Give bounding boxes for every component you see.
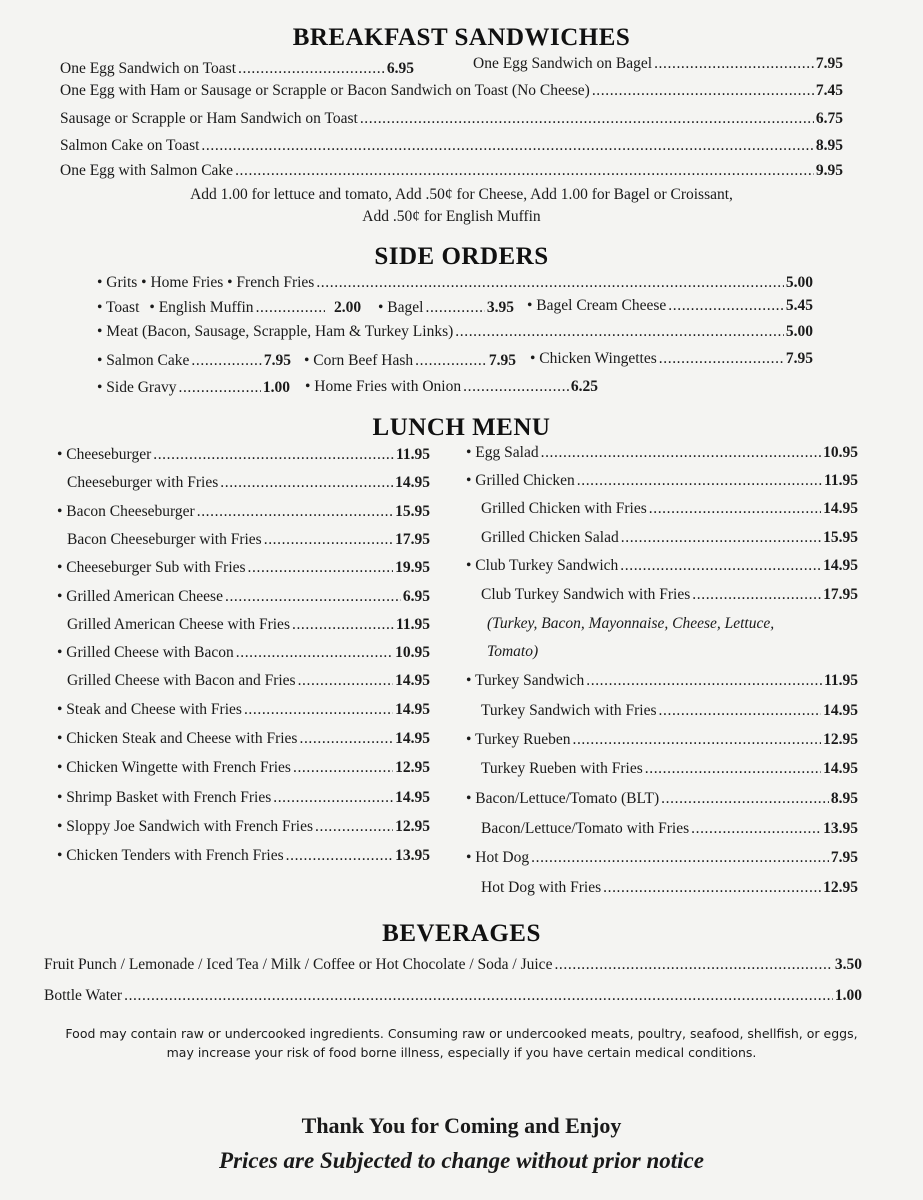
price-change-notice: Prices are Subjected to change without prior notice bbox=[219, 1148, 704, 1173]
leader-dots bbox=[531, 849, 829, 867]
item-price: 8.95 bbox=[815, 137, 843, 154]
item-price: 7.95 bbox=[488, 352, 516, 369]
item-price: 12.95 bbox=[823, 879, 858, 896]
item-name: • Bagel bbox=[378, 299, 424, 316]
item-name: One Egg Sandwich on Toast bbox=[60, 60, 236, 77]
item-name: Grilled Chicken Salad bbox=[481, 529, 619, 546]
leader-dots bbox=[197, 503, 393, 521]
disclaimer-line: Food may contain raw or undercooked ingredients. Consuming raw or undercooked meats, poultry, seafood, shellfish, or eggs, bbox=[65, 1026, 858, 1041]
leader-dots bbox=[201, 137, 813, 155]
item-price: 6.25 bbox=[570, 378, 598, 395]
lunch-item bbox=[481, 586, 858, 604]
item-price: 11.95 bbox=[395, 616, 430, 633]
item-name: • Grits • Home Fries • French Fries bbox=[97, 274, 315, 291]
breakfast-item bbox=[60, 60, 414, 78]
item-price: 3.50 bbox=[834, 956, 862, 973]
item-price: 8.95 bbox=[830, 790, 858, 807]
item-name: Fruit Punch / Lemonade / Iced Tea / Milk / Coffee or Hot Chocolate / Soda / Juice bbox=[44, 956, 553, 973]
item-name: • Grilled Chicken bbox=[466, 472, 575, 489]
item-price: 10.95 bbox=[823, 444, 858, 461]
leader-dots bbox=[315, 818, 393, 836]
leader-dots bbox=[541, 444, 822, 462]
item-price: 11.95 bbox=[395, 446, 430, 463]
item-name: Turkey Rueben with Fries bbox=[481, 760, 643, 777]
item-name: Grilled Chicken with Fries bbox=[481, 500, 647, 517]
item-price: 10.95 bbox=[395, 644, 430, 661]
lunch-item bbox=[466, 731, 858, 749]
item-name: • Turkey Sandwich bbox=[466, 672, 585, 689]
item-name: One Egg with Ham or Sausage or Scrapple or Bacon Sandwich on Toast (No Cheese) bbox=[60, 82, 590, 99]
leader-dots bbox=[256, 299, 325, 317]
item-name: Cheeseburger with Fries bbox=[67, 474, 219, 491]
leader-dots bbox=[691, 820, 821, 838]
lunch-item bbox=[67, 616, 430, 634]
item-name: Turkey Sandwich with Fries bbox=[481, 702, 657, 719]
item-price: 5.00 bbox=[785, 274, 813, 291]
leader-dots bbox=[586, 672, 822, 690]
leader-dots bbox=[124, 987, 833, 1005]
item-price: 11.95 bbox=[823, 672, 858, 689]
leader-dots bbox=[659, 702, 822, 720]
breakfast-item bbox=[60, 162, 843, 180]
disclaimer-line: may increase your risk of food borne illness, especially if you have certain medical conditions. bbox=[166, 1045, 757, 1060]
item-name: • Chicken Tenders with French Fries bbox=[57, 847, 284, 864]
item-name: Club Turkey Sandwich with Fries bbox=[481, 586, 691, 603]
beverage-item bbox=[44, 987, 862, 1005]
item-price: 17.95 bbox=[823, 586, 858, 603]
item-name: • Shrimp Basket with French Fries bbox=[57, 789, 272, 806]
side-item bbox=[530, 350, 813, 368]
item-price: 5.00 bbox=[785, 323, 813, 340]
item-name: • Bacon Cheeseburger bbox=[57, 503, 195, 520]
leader-dots bbox=[264, 531, 393, 549]
item-name: • Chicken Steak and Cheese with Fries bbox=[57, 730, 298, 747]
item-name: • Corn Beef Hash bbox=[304, 352, 414, 369]
item-price: 19.95 bbox=[395, 559, 430, 576]
item-price: 7.95 bbox=[785, 350, 813, 367]
leader-dots bbox=[360, 110, 814, 128]
item-name: • Egg Salad bbox=[466, 444, 539, 461]
lunch-item bbox=[57, 701, 430, 719]
item-price: 7.95 bbox=[830, 849, 858, 866]
item-name: • Chicken Wingette with French Fries bbox=[57, 759, 291, 776]
item-price: 7.45 bbox=[815, 82, 843, 99]
leader-dots bbox=[692, 586, 821, 604]
item-price: 9.95 bbox=[815, 162, 843, 179]
breakfast-item bbox=[60, 137, 843, 155]
lunch-item bbox=[57, 730, 430, 748]
item-name: • Bacon/Lettuce/Tomato (BLT) bbox=[466, 790, 660, 807]
item-name: Hot Dog with Fries bbox=[481, 879, 602, 896]
leader-dots bbox=[220, 474, 393, 492]
leader-dots bbox=[649, 500, 821, 518]
leader-dots bbox=[298, 672, 394, 690]
item-name: • Cheeseburger Sub with Fries bbox=[57, 559, 246, 576]
leader-dots bbox=[286, 847, 394, 865]
leader-dots bbox=[316, 274, 784, 292]
lunch-item bbox=[57, 644, 430, 662]
item-name: • Hot Dog bbox=[466, 849, 530, 866]
lunch-item bbox=[481, 529, 858, 547]
leader-dots bbox=[668, 297, 784, 315]
sides-title: SIDE ORDERS bbox=[374, 243, 549, 270]
leader-dots bbox=[592, 82, 814, 100]
item-price: 2.00 bbox=[334, 299, 362, 316]
leader-dots bbox=[554, 956, 832, 974]
lunch-item bbox=[466, 472, 858, 490]
lunch-item bbox=[466, 444, 858, 462]
item-price: 14.95 bbox=[823, 760, 858, 777]
lunch-item bbox=[481, 702, 858, 720]
item-name: • Cheeseburger bbox=[57, 446, 152, 463]
leader-dots bbox=[620, 557, 821, 575]
item-name: Sausage or Scrapple or Ham Sandwich on Toast bbox=[60, 110, 358, 127]
item-name: Bottle Water bbox=[44, 987, 123, 1004]
lunch-item bbox=[481, 760, 858, 778]
club-turkey-note: (Turkey, Bacon, Mayonnaise, Cheese, Lettuce, bbox=[487, 615, 775, 632]
leader-dots bbox=[577, 472, 822, 490]
item-name: • Club Turkey Sandwich bbox=[466, 557, 619, 574]
item-name: Bacon Cheeseburger with Fries bbox=[67, 531, 262, 548]
lunch-item bbox=[481, 879, 858, 897]
item-name: • Side Gravy bbox=[97, 379, 177, 396]
item-price: 6.75 bbox=[815, 110, 843, 127]
item-price: 14.95 bbox=[395, 730, 430, 747]
food-disclaimer bbox=[30, 1024, 893, 1062]
item-name: • Salmon Cake bbox=[97, 352, 190, 369]
item-price: 13.95 bbox=[395, 847, 430, 864]
item-price: 7.95 bbox=[263, 352, 291, 369]
lunch-item bbox=[57, 446, 430, 464]
side-item bbox=[304, 352, 516, 370]
leader-dots bbox=[659, 350, 784, 368]
side-item bbox=[97, 323, 813, 341]
beverage-item bbox=[44, 956, 862, 974]
item-name: • Grilled American Cheese bbox=[57, 588, 223, 605]
item-price: 14.95 bbox=[823, 500, 858, 517]
lunch-item bbox=[57, 818, 430, 836]
item-name: • Turkey Rueben bbox=[466, 731, 571, 748]
item-name: • Sloppy Joe Sandwich with French Fries bbox=[57, 818, 313, 835]
item-name: One Egg Sandwich on Bagel bbox=[473, 55, 653, 72]
leader-dots bbox=[153, 446, 394, 464]
side-item bbox=[97, 352, 291, 370]
side-item bbox=[97, 299, 327, 317]
lunch-item bbox=[57, 588, 430, 606]
item-price: 14.95 bbox=[823, 702, 858, 719]
item-price: 14.95 bbox=[395, 701, 430, 718]
leader-dots bbox=[572, 731, 821, 749]
leader-dots bbox=[248, 559, 394, 577]
item-name: • Toast bbox=[97, 299, 140, 316]
item-name: • Bagel Cream Cheese bbox=[527, 297, 667, 314]
side-item bbox=[378, 299, 514, 317]
item-price: 15.95 bbox=[395, 503, 430, 520]
leader-dots bbox=[654, 55, 814, 73]
side-item bbox=[527, 297, 813, 315]
leader-dots bbox=[238, 60, 385, 78]
leader-dots bbox=[225, 588, 401, 606]
item-name: Salmon Cake on Toast bbox=[60, 137, 200, 154]
item-price: 14.95 bbox=[395, 789, 430, 806]
lunch-title: LUNCH MENU bbox=[372, 414, 551, 441]
leader-dots bbox=[463, 378, 569, 396]
item-name: • Chicken Wingettes bbox=[530, 350, 657, 367]
lunch-item bbox=[57, 847, 430, 865]
item-price: 12.95 bbox=[395, 759, 430, 776]
thank-you-message: Thank You for Coming and Enjoy bbox=[301, 1113, 622, 1138]
item-name: One Egg with Salmon Cake bbox=[60, 162, 234, 179]
item-name: Bacon/Lettuce/Tomato with Fries bbox=[481, 820, 690, 837]
leader-dots bbox=[244, 701, 393, 719]
item-name: • Home Fries with Onion bbox=[305, 378, 462, 395]
item-price: 17.95 bbox=[395, 531, 430, 548]
lunch-item bbox=[67, 474, 430, 492]
lunch-item bbox=[67, 672, 430, 690]
item-price: 11.95 bbox=[823, 472, 858, 489]
leader-dots bbox=[621, 529, 821, 547]
item-name: Grilled Cheese with Bacon and Fries bbox=[67, 672, 296, 689]
leader-dots bbox=[178, 379, 260, 397]
leader-dots bbox=[293, 759, 393, 777]
item-price: 14.95 bbox=[395, 474, 430, 491]
lunch-item bbox=[57, 503, 430, 521]
side-item bbox=[305, 378, 598, 396]
lunch-item bbox=[466, 790, 858, 808]
breakfast-addons: Add .50¢ for English Muffin bbox=[362, 208, 541, 225]
club-turkey-note: Tomato) bbox=[487, 643, 539, 660]
leader-dots bbox=[661, 790, 829, 808]
breakfast-item bbox=[60, 110, 843, 128]
item-price: 1.00 bbox=[262, 379, 290, 396]
item-name: • Meat (Bacon, Sausage, Scrapple, Ham & Turkey Links) bbox=[97, 323, 454, 340]
leader-dots bbox=[299, 730, 393, 748]
leader-dots bbox=[236, 644, 393, 662]
lunch-item bbox=[466, 557, 858, 575]
item-price: 1.00 bbox=[834, 987, 862, 1004]
leader-dots bbox=[645, 760, 821, 778]
item-name: • English Muffin bbox=[149, 299, 254, 316]
item-price: 6.95 bbox=[402, 588, 430, 605]
lunch-item bbox=[57, 559, 430, 577]
leader-dots bbox=[425, 299, 484, 317]
leader-dots bbox=[235, 162, 814, 180]
item-price: 15.95 bbox=[823, 529, 858, 546]
lunch-item bbox=[466, 672, 858, 690]
item-price: 5.45 bbox=[785, 297, 813, 314]
breakfast-title: BREAKFAST SANDWICHES bbox=[292, 24, 631, 51]
leader-dots bbox=[292, 616, 394, 634]
item-price: 13.95 bbox=[823, 820, 858, 837]
item-price: 7.95 bbox=[815, 55, 843, 72]
item-price: 3.95 bbox=[486, 299, 514, 316]
item-price: 14.95 bbox=[823, 557, 858, 574]
item-price: 12.95 bbox=[823, 731, 858, 748]
lunch-item bbox=[481, 500, 858, 518]
breakfast-item bbox=[60, 82, 843, 100]
breakfast-addons: Add 1.00 for lettuce and tomato, Add .50¢ for Cheese, Add 1.00 for Bagel or Croissant, bbox=[190, 186, 733, 203]
item-name: Grilled American Cheese with Fries bbox=[67, 616, 290, 633]
side-item bbox=[97, 274, 813, 292]
leader-dots bbox=[603, 879, 821, 897]
lunch-item bbox=[481, 820, 858, 838]
leader-dots bbox=[455, 323, 784, 341]
leader-dots bbox=[273, 789, 393, 807]
item-price: 14.95 bbox=[395, 672, 430, 689]
item-price: 12.95 bbox=[395, 818, 430, 835]
lunch-item bbox=[57, 759, 430, 777]
item-price: 6.95 bbox=[386, 60, 414, 77]
leader-dots bbox=[415, 352, 487, 370]
side-item-price bbox=[334, 299, 361, 317]
lunch-item bbox=[57, 789, 430, 807]
beverages-title: BEVERAGES bbox=[382, 920, 541, 947]
lunch-item bbox=[466, 849, 858, 867]
breakfast-item bbox=[473, 55, 843, 73]
leader-dots bbox=[191, 352, 261, 370]
item-name: • Steak and Cheese with Fries bbox=[57, 701, 242, 718]
item-name: • Grilled Cheese with Bacon bbox=[57, 644, 234, 661]
side-item bbox=[97, 379, 290, 397]
lunch-item bbox=[67, 531, 430, 549]
